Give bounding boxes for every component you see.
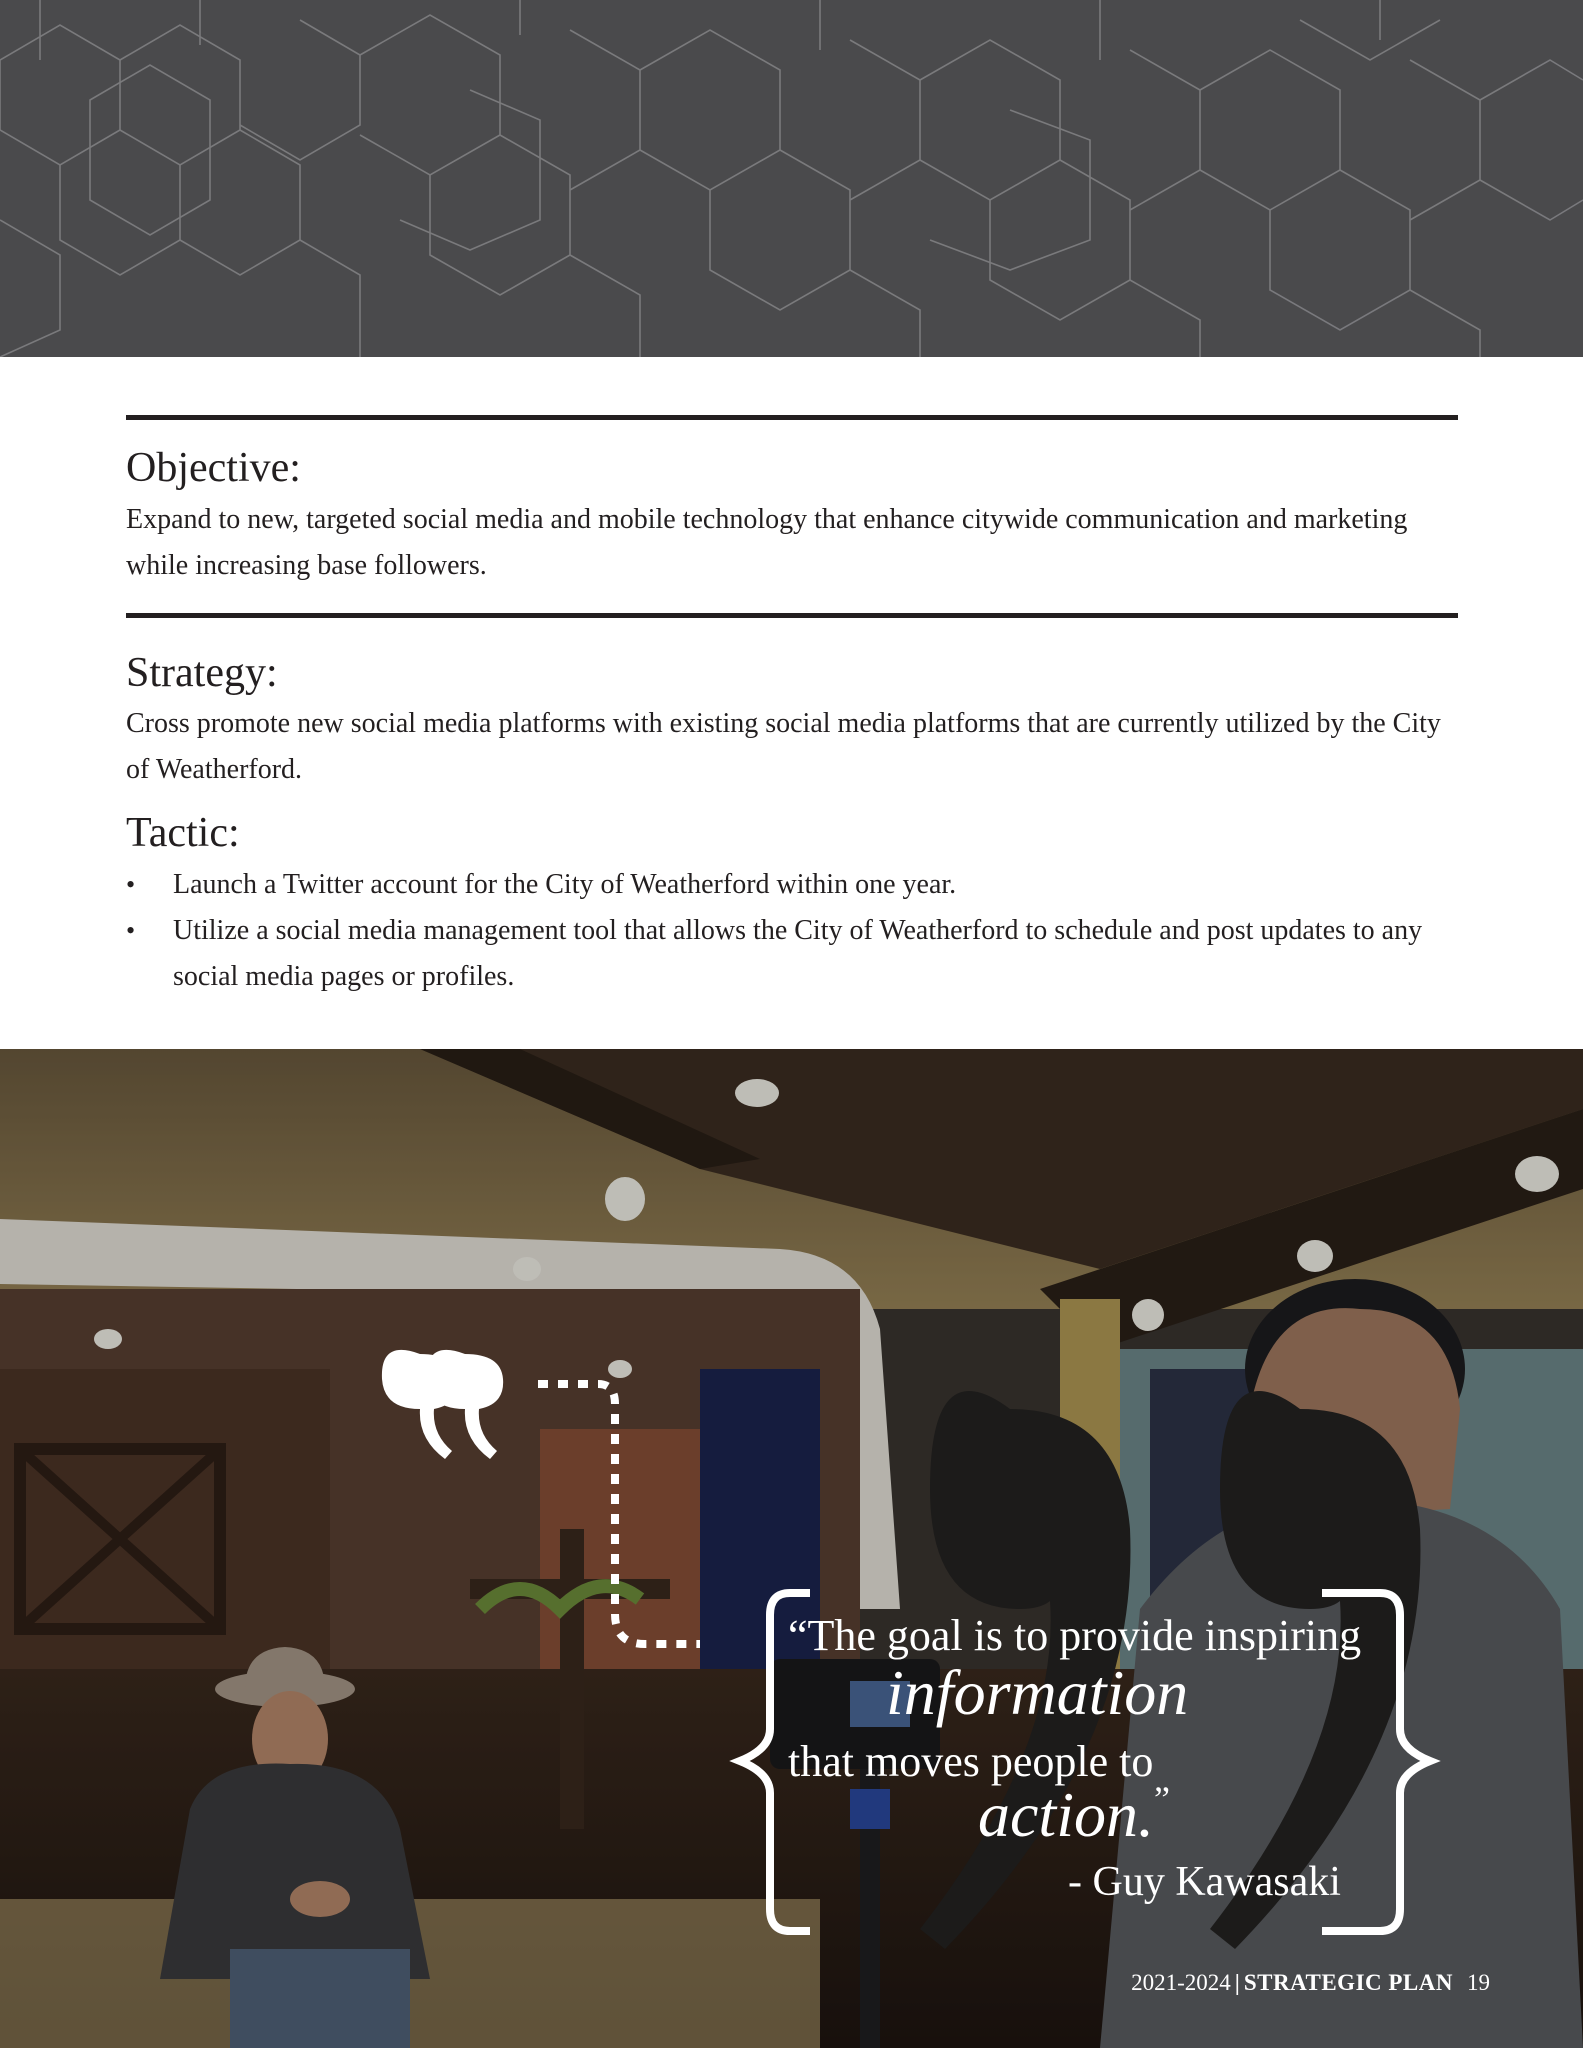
tactic-item bbox=[126, 862, 1466, 908]
quote-close-mark: ” bbox=[1153, 1779, 1170, 1819]
tactic-list bbox=[126, 862, 1466, 1000]
bullet: • bbox=[126, 916, 136, 945]
strategy-divider bbox=[126, 613, 1458, 618]
footer-separator: | bbox=[1234, 1970, 1240, 1995]
footer-years: 2021-2024 bbox=[1131, 1970, 1231, 1995]
page-number: 19 bbox=[1467, 1970, 1490, 1995]
interview-photo bbox=[0, 1049, 1583, 2048]
footer-title: STRATEGIC PLAN bbox=[1243, 1970, 1453, 1995]
quote-action-word: action. bbox=[978, 1779, 1154, 1850]
objective-divider bbox=[126, 415, 1458, 420]
photo-illustration bbox=[0, 1049, 1583, 2048]
header-pattern-banner bbox=[0, 0, 1583, 357]
quote-attribution: - Guy Kawasaki bbox=[1068, 1859, 1341, 1905]
tactic-item bbox=[126, 908, 1466, 1000]
quote-emphasis-information: information bbox=[886, 1657, 1189, 1728]
quote-line-3: that moves people to bbox=[788, 1737, 1154, 1786]
bullet: • bbox=[126, 870, 136, 899]
strategy-heading: Strategy: bbox=[126, 650, 278, 696]
objective-text: Expand to new, targeted social media and mobile technology that enhance citywide communication and marketing while increasing base followers. bbox=[126, 504, 1408, 581]
objective-heading: Objective: bbox=[126, 445, 301, 491]
geometric-pattern bbox=[0, 0, 1583, 357]
quote-emphasis-action bbox=[978, 1778, 1170, 1852]
page-footer bbox=[1100, 1970, 1490, 1996]
quote-line-1: “The goal is to provide inspiring bbox=[788, 1611, 1362, 1660]
strategy-text: Cross promote new social media platforms with existing social media platforms that are currently utilized by the City of Weatherford. bbox=[126, 708, 1441, 785]
tactic-heading: Tactic: bbox=[126, 810, 240, 856]
tactic-item-text: Launch a Twitter account for the City of Weatherford within one year. bbox=[173, 869, 957, 900]
tactic-item-text: Utilize a social media management tool that allows the City of Weatherford to schedule and post updates to any social media pages or profiles. bbox=[173, 915, 1423, 992]
